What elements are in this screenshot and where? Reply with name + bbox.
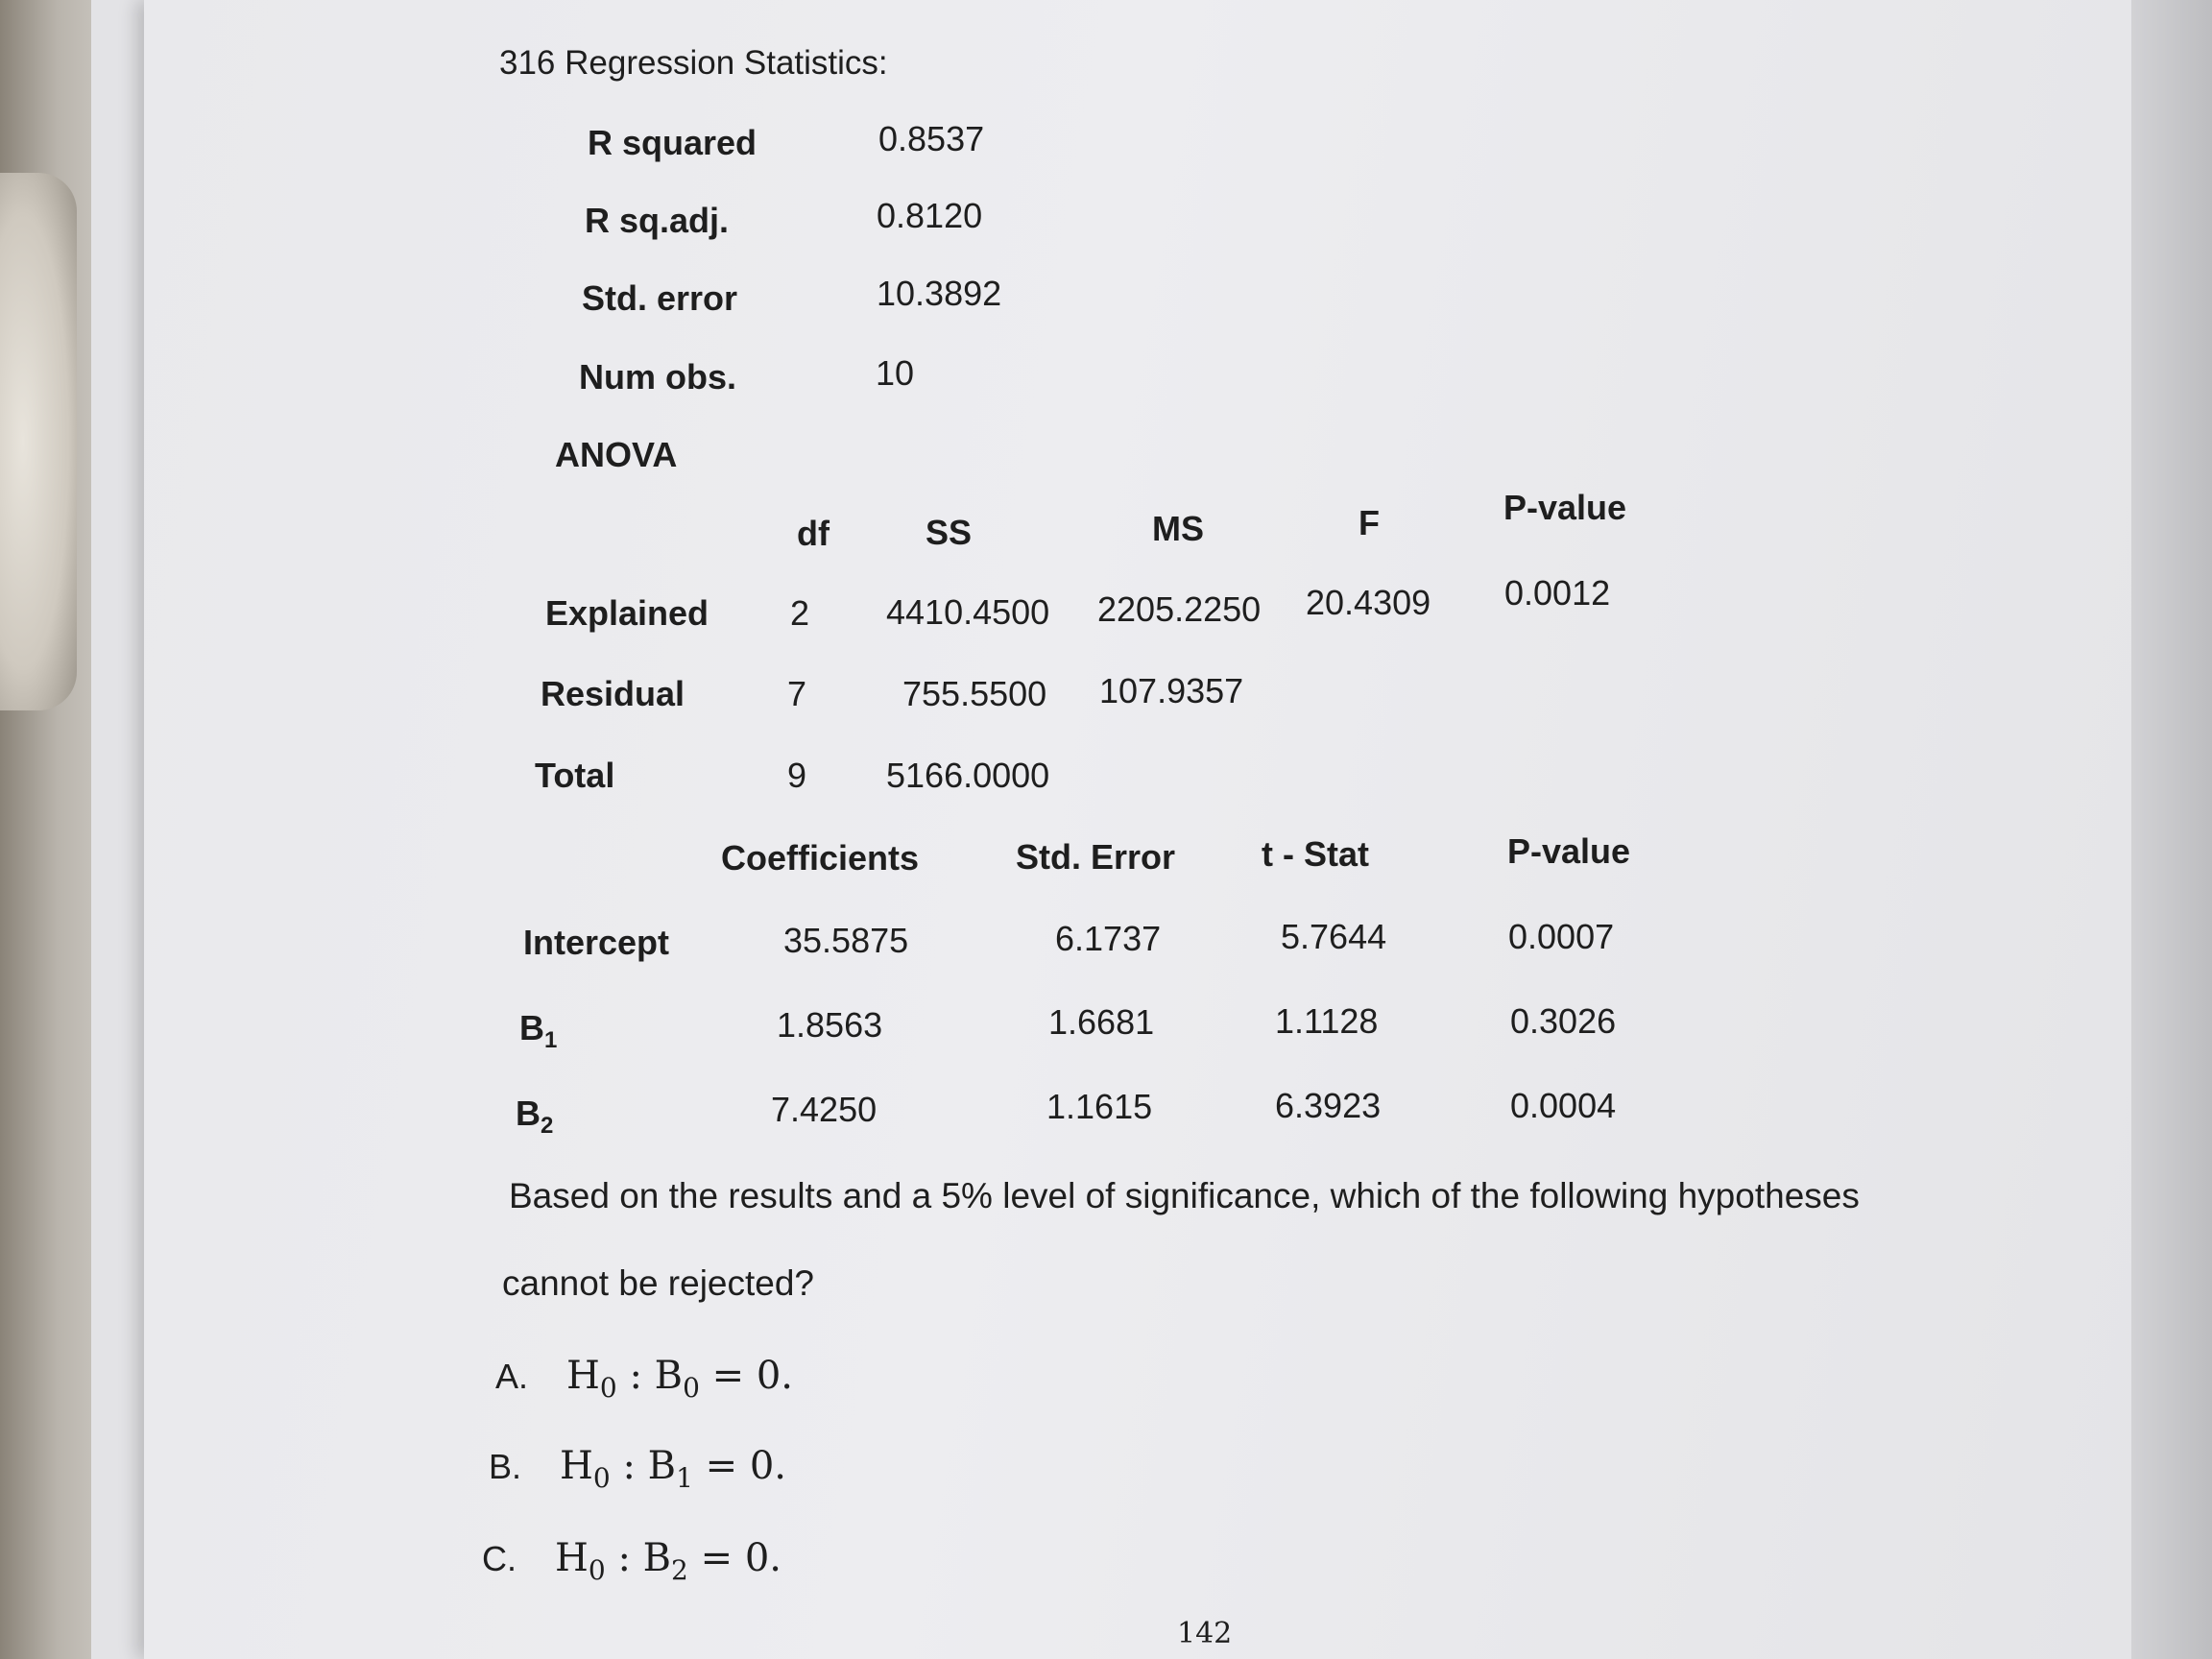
coef-cell-pvalue: 0.0007 bbox=[1508, 917, 1615, 956]
coef-cell-value: 7.4250 bbox=[771, 1090, 878, 1129]
option-letter: C. bbox=[482, 1539, 517, 1578]
coef-header-pvalue: P-value bbox=[1507, 831, 1631, 871]
coef-cell-pvalue: 0.0004 bbox=[1510, 1086, 1617, 1125]
coef-cell-t-stat: 6.3923 bbox=[1275, 1086, 1382, 1125]
coef-header-t-stat: t - Stat bbox=[1262, 834, 1369, 874]
coef-cell-value: 1.8563 bbox=[777, 1005, 883, 1045]
cloth-background bbox=[0, 173, 77, 710]
anova-cell-df: 7 bbox=[787, 674, 807, 713]
option-letter: B. bbox=[489, 1447, 522, 1486]
stat-value-r-sq-adj: 0.8120 bbox=[877, 196, 983, 235]
option-hypothesis: $H_0$ : $B_1 = 0$. bbox=[560, 1444, 786, 1494]
book-page bbox=[144, 0, 2131, 1659]
stat-label-r-squared: R squared bbox=[588, 123, 757, 162]
anova-cell-f: 20.4309 bbox=[1306, 583, 1431, 622]
anova-title: ANOVA bbox=[555, 435, 678, 474]
anova-header-pvalue: P-value bbox=[1503, 488, 1627, 527]
anova-row-label: Total bbox=[535, 756, 615, 795]
section-heading: 316 Regression Statistics: bbox=[499, 44, 888, 82]
option-hypothesis: $H_0$ : $B_2 = 0$. bbox=[555, 1536, 781, 1586]
coef-cell-std-error: 1.6681 bbox=[1048, 1002, 1155, 1042]
coef-cell-std-error: 6.1737 bbox=[1055, 919, 1162, 958]
question-line-1: Based on the results and a 5% level of significance, which of the following hypotheses bbox=[509, 1176, 1860, 1215]
page-number: 142 bbox=[1177, 1617, 1233, 1650]
question-line-2: cannot be rejected? bbox=[502, 1263, 815, 1303]
anova-header-df: df bbox=[797, 514, 830, 553]
option-b bbox=[489, 1444, 786, 1494]
coef-cell-std-error: 1.1615 bbox=[1046, 1087, 1153, 1126]
anova-cell-ss: 4410.4500 bbox=[886, 592, 1050, 632]
anova-cell-ss: 755.5500 bbox=[902, 674, 1047, 713]
coef-row-label-intercept: Intercept bbox=[523, 923, 670, 962]
coef-header-std-error: Std. Error bbox=[1016, 837, 1176, 877]
option-c bbox=[482, 1536, 781, 1586]
option-hypothesis: $H_0$ : $B_0 = 0$. bbox=[566, 1354, 793, 1404]
stat-value-r-squared: 0.8537 bbox=[878, 119, 985, 158]
anova-header-ss: SS bbox=[926, 513, 973, 552]
coef-row-label-b2: $B_2$ bbox=[516, 1094, 554, 1140]
stat-value-num-obs: 10 bbox=[876, 353, 915, 393]
anova-header-f: F bbox=[1358, 503, 1380, 542]
anova-cell-df: 9 bbox=[787, 756, 807, 795]
coef-cell-t-stat: 1.1128 bbox=[1275, 1001, 1379, 1041]
coef-cell-value: 35.5875 bbox=[783, 921, 909, 960]
stat-value-std-error: 10.3892 bbox=[877, 274, 1002, 313]
anova-cell-ms: 2205.2250 bbox=[1097, 589, 1262, 629]
coef-cell-t-stat: 5.7644 bbox=[1281, 917, 1387, 956]
book-right-edge bbox=[2131, 0, 2212, 1659]
anova-header-ms: MS bbox=[1152, 509, 1204, 548]
anova-cell-df: 2 bbox=[790, 593, 810, 633]
coef-cell-pvalue: 0.3026 bbox=[1510, 1001, 1617, 1041]
anova-cell-pvalue: 0.0012 bbox=[1504, 573, 1611, 613]
option-a bbox=[495, 1354, 793, 1404]
stat-label-num-obs: Num obs. bbox=[579, 357, 737, 397]
coef-header-coefficients: Coefficients bbox=[721, 838, 920, 878]
option-letter: A. bbox=[495, 1357, 529, 1396]
anova-row-label: Explained bbox=[545, 593, 709, 633]
anova-row-label: Residual bbox=[541, 674, 685, 713]
stat-label-r-sq-adj: R sq.adj. bbox=[585, 201, 730, 240]
anova-cell-ms: 107.9357 bbox=[1099, 671, 1244, 710]
coef-row-label-b1: $B_1$ bbox=[519, 1008, 558, 1054]
anova-cell-ss: 5166.0000 bbox=[886, 756, 1050, 795]
stat-label-std-error: Std. error bbox=[582, 278, 738, 318]
